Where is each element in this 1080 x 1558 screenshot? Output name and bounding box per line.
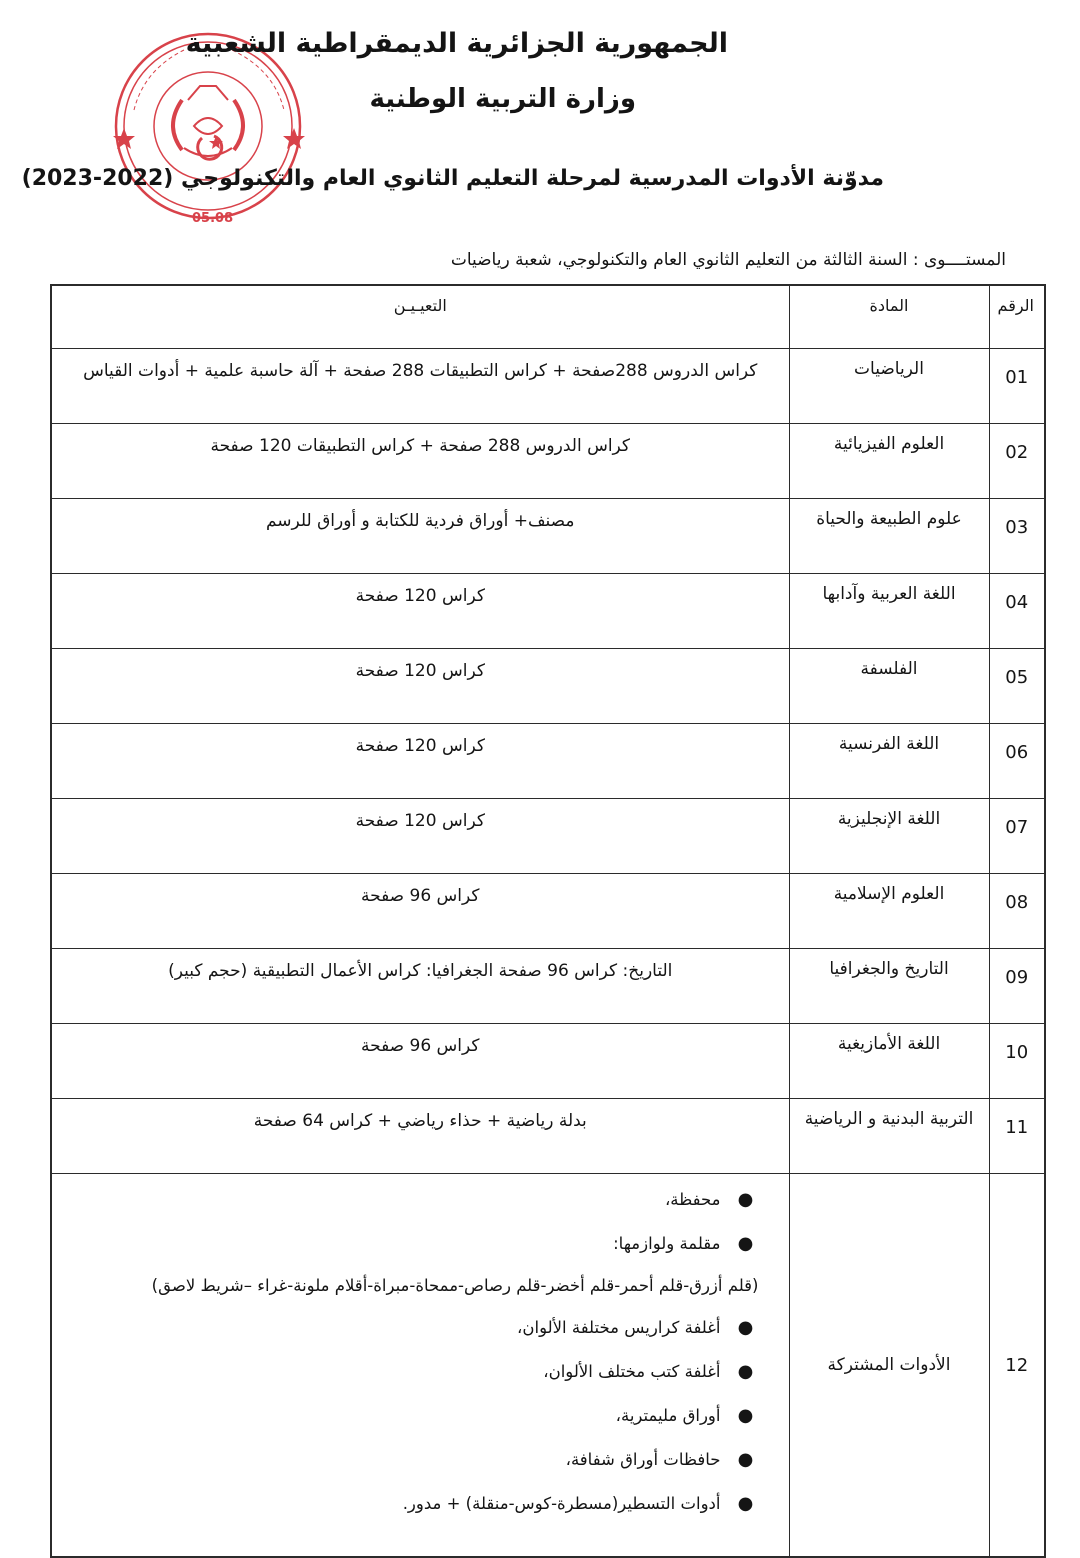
table-row [51,499,1045,574]
list-item: ●مقلمة ولوازمها: [62,1222,759,1266]
row-subject: اللغة الفرنسية [789,724,989,799]
table-row [51,349,1045,424]
row-designation: كراس 120 صفحة [51,649,789,724]
bullet-icon: ● [737,1189,754,1210]
row-designation: مصنف+ أوراق فردية للكتابة و أوراق للرسم [51,499,789,574]
table-row [51,724,1045,799]
row-subject: الرياضيات [789,349,989,424]
row-number: 10 [989,1024,1045,1099]
bullet-icon: ● [737,1405,754,1426]
table-row [51,874,1045,949]
bullet-icon: ● [737,1317,754,1338]
list-item: ●أغلفة كتب مختلف الألوان، [62,1350,759,1394]
row-designation: كراس الدروس 288صفحة + كراس التطبيقات 288 صفحة + آلة حاسبة علمية + أدوات القياس [51,349,789,424]
row-designation: كراس 120 صفحة [51,799,789,874]
list-item: ●أغلفة كراريس مختلفة الألوان، [62,1306,759,1350]
row-subject: التربية البدنية و الرياضية [789,1099,989,1174]
list-item: ●أوراق مليمترية، [62,1394,759,1438]
row-designation: بدلة رياضية + حذاء رياضي + كراس 64 صفحة [51,1099,789,1174]
row-subject: العلوم الفيزيائية [789,424,989,499]
ministry-name: وزارة التربية الوطنية [369,84,636,114]
row-subject: اللغة العربية وآدابها [789,574,989,649]
official-stamp [104,30,316,230]
row-number: 12 [989,1174,1045,1558]
table-row [51,574,1045,649]
table-row [51,949,1045,1024]
row-number: 08 [989,874,1045,949]
level-line: المستــــوى : السنة الثالثة من التعليم الثانوي العام والتكنولوجي، شعبة رياضيات [450,250,1006,270]
table-header-row [51,285,1045,349]
table-row [51,1099,1045,1174]
header-number: الرقم [989,285,1045,349]
row-number: 01 [989,349,1045,424]
row-subject: الفلسفة [789,649,989,724]
row-subject: التاريخ والجغرافيا [789,949,989,1024]
row-designation: كراس 120 صفحة [51,574,789,649]
header-designation: التعيـيـن [51,285,789,349]
table-row [51,799,1045,874]
table-row-common-supplies [51,1174,1045,1558]
header-subject: المادة [789,285,989,349]
row-subject: اللغة الأمازيغية [789,1024,989,1099]
row-number: 02 [989,424,1045,499]
row-number: 06 [989,724,1045,799]
row-designation: كراس الدروس 288 صفحة + كراس التطبيقات 120 صفحة [51,424,789,499]
list-item: ●أدوات التسطير(مسطرة-كوس-منقلة) + مدور. [62,1482,759,1526]
document-title: مدوّنة الأدوات المدرسية لمرحلة التعليم الثانوي العام والتكنولوجي (2022-2023) [21,166,884,191]
republic-name: الجمهورية الجزائرية الديمقراطية الشعبية [185,28,728,59]
table-row [51,424,1045,499]
row-number: 11 [989,1099,1045,1174]
row-designation: كراس 96 صفحة [51,874,789,949]
common-supplies-list [51,1174,789,1558]
row-subject: الأدوات المشتركة [789,1174,989,1558]
stamp-date: 05.08 [192,211,234,226]
row-designation: كراس 96 صفحة [51,1024,789,1099]
row-designation: التاريخ: كراس 96 صفحة الجغرافيا: كراس الأعمال التطبيقية (حجم كبير) [51,949,789,1024]
supplies-table [50,284,1046,1558]
list-item-detail: (قلم أزرق-قلم أحمر-قلم أخضر-قلم رصاص-ممحاة-مبراة-أقلام ملونة-غراء –شريط لاصق) [151,1276,759,1295]
bullet-icon: ● [737,1449,754,1470]
table-row [51,1024,1045,1099]
row-number: 07 [989,799,1045,874]
row-subject: اللغة الإنجليزية [789,799,989,874]
bullet-icon: ● [737,1493,754,1514]
row-number: 05 [989,649,1045,724]
row-subject: علوم الطبيعة والحياة [789,499,989,574]
row-number: 09 [989,949,1045,1024]
row-number: 03 [989,499,1045,574]
table-row [51,649,1045,724]
list-item: ●حافظات أوراق شفافة، [62,1438,759,1482]
bullet-icon: ● [737,1233,754,1254]
row-designation: كراس 120 صفحة [51,724,789,799]
row-subject: العلوم الإسلامية [789,874,989,949]
row-number: 04 [989,574,1045,649]
bullet-icon: ● [737,1361,754,1382]
list-item: ●محفظة، [62,1178,759,1222]
